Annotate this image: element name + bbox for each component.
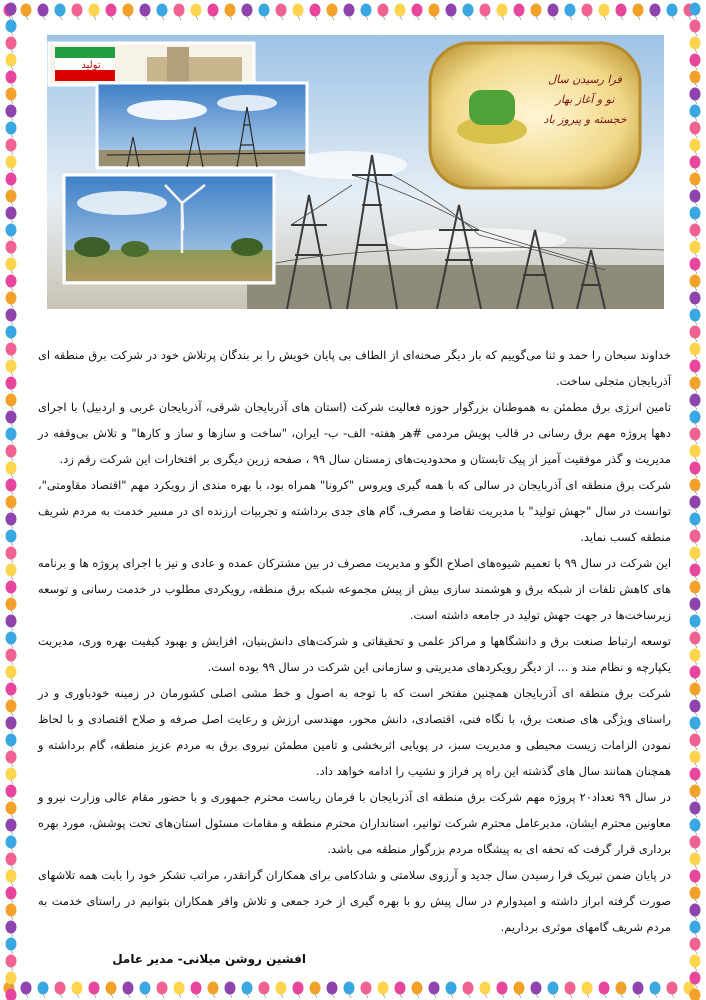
balloon-icon xyxy=(6,411,17,424)
greeting-line-1: فرا رسیدن سال xyxy=(548,73,622,86)
balloon-icon xyxy=(225,982,236,995)
balloon-icon xyxy=(6,632,17,645)
balloon-icon xyxy=(276,982,287,995)
balloon-icon xyxy=(106,982,117,995)
balloon-icon xyxy=(690,445,701,458)
sabzeh-icon xyxy=(469,90,515,125)
greeting-line-3: خجسته و پیروز باد xyxy=(543,113,627,126)
balloon-icon xyxy=(690,547,701,560)
balloon-icon xyxy=(690,360,701,373)
balloon-icon xyxy=(690,989,701,1000)
balloon-icon xyxy=(6,819,17,832)
balloon-icon xyxy=(293,4,304,17)
balloon-icon xyxy=(690,411,701,424)
balloon-icon xyxy=(690,224,701,237)
balloon-icon xyxy=(690,751,701,764)
balloon-icon xyxy=(6,649,17,662)
balloon-icon xyxy=(463,982,474,995)
balloon-icon xyxy=(6,989,17,1000)
balloon-icon xyxy=(6,836,17,849)
balloon-icon xyxy=(361,4,372,17)
balloon-icon xyxy=(38,982,49,995)
balloon-icon xyxy=(6,139,17,152)
balloon-icon xyxy=(667,982,678,995)
balloon-icon xyxy=(690,938,701,951)
balloon-icon xyxy=(690,37,701,50)
balloon-icon xyxy=(55,982,66,995)
balloon-icon xyxy=(690,394,701,407)
balloon-icon xyxy=(106,4,117,17)
header-banner xyxy=(47,35,664,309)
balloon-icon xyxy=(6,870,17,883)
balloon-icon xyxy=(6,37,17,50)
balloon-icon xyxy=(89,982,100,995)
paragraph: تامین انرژی برق مطمئن به هموطنان بزرگوار حوزه فعالیت شرکت (استان های آذربایجان شرقی، آذربایجان غربی و اردبیل) با اجرای دهها پروژه مهم برق رسانی در قالب پویش مردمی #هر هفته- الف- ب- ایران، "ساخت و سازها و ساز و کارها" و تلاش بی‌وقفه در مدیریت و گذر موفقیت آمیز از پیک تابستان و محدودیت‌های زمستان سال ۹۹ ، صفحه زرین دیگری بر افتخارات این شرکت رقم زد. xyxy=(38,400,671,466)
balloon-icon xyxy=(690,734,701,747)
balloon-icon xyxy=(38,4,49,17)
balloon-icon xyxy=(690,156,701,169)
balloon-icon xyxy=(6,190,17,203)
balloon-icon xyxy=(6,54,17,67)
balloon-icon xyxy=(310,982,321,995)
balloon-icon xyxy=(690,190,701,203)
balloon-icon xyxy=(446,4,457,17)
balloon-icon xyxy=(690,785,701,798)
paragraph: خداوند سبحان را حمد و ثنا می‌گوییم که بار دیگر صحنه‌ای از الطاف بی پایان خویش را بر بندگان پرتلاش خود در شرکت برق منطقه ای آذربایجان متجلی ساخت. xyxy=(38,348,671,388)
balloon-icon xyxy=(599,982,610,995)
balloon-icon xyxy=(690,904,701,917)
balloon-icon xyxy=(140,4,151,17)
balloon-icon xyxy=(690,581,701,594)
balloon-icon xyxy=(6,3,17,16)
balloon-icon xyxy=(6,292,17,305)
balloon-icon xyxy=(242,982,253,995)
balloon-icon xyxy=(531,982,542,995)
balloon-icon xyxy=(395,982,406,995)
substation-ground xyxy=(247,265,664,309)
paragraph: در پایان ضمن تبریک فرا رسیدن سال جدید و آرزوی سلامتی و شادکامی برای همکاران گرانقدر، مراتب تشکر خود را بابت همه تلاشهای صورت گرفته ابراز داشته و امیدوارم در سال پیش رو با بهره گیری از خرد جمعی و تلاش وافر همکاران بتوانیم در راستای خدمت به مردم شریف گامهای موثری برداریم. xyxy=(38,868,671,934)
balloon-icon xyxy=(6,921,17,934)
balloon-icon xyxy=(6,275,17,288)
balloon-icon xyxy=(6,734,17,747)
paragraph: در سال ۹۹ تعداد۲۰ پروژه مهم شرکت برق منطقه ای آذربایجان با فرمان ریاست محترم جمهوری و با حضور مقام عالی وزارت نیرو و معاونین محترم ایشان، مدیرعامل محترم شرکت توانیر، استانداران محترم منطقه و مقامات مسئول استان‌های تحت پوشش، مورد بهره برداری قرار گرفت که تحفه ای به پیشگاه مردم بزرگوار منطقه می باشد. xyxy=(38,790,671,856)
balloon-icon xyxy=(6,513,17,526)
balloon-icon xyxy=(6,887,17,900)
balloon-icon xyxy=(344,4,355,17)
paragraph: شرکت برق منطقه ای آذربایجان در سالی که با همه گیری ویروس "کرونا" همراه بود، با بهره مندی از رویکرد مهم "اقتصاد مقاومتی"، توانست در سال "جهش تولید" با مدیریت تقاضا و مصرف، گام های جدی برداشته و تجربیات ارزنده ای در مسیر خدمت به مردم شریف منطقه کسب نماید. xyxy=(38,478,671,544)
balloon-icon xyxy=(599,4,610,17)
balloon-icon xyxy=(446,982,457,995)
balloon-icon xyxy=(6,105,17,118)
balloon-icon xyxy=(514,982,525,995)
paragraph: شرکت برق منطقه ای آذربایجان همچنین مفتخر است که با توجه به اصول و خط مشی اصلی کشورمان در زمینه خودباوری و در راستای ویژگی های صنعت برق، با نگاه فنی، اقتصادی، دانش محور، مهندسی ارزش و رعایت اصل صرفه و صلاح اقتصادی و با لحاظ نمودن الزامات زیست محیطی و مدیریت سبز، در پویایی اثربخشی و تامین مطمئن نیروی برق به مردم عزیز منطقه، گام برداشته و همچنان همانند سال های گذشته این راه پر فراز و نشیب را ادامه خواهد داد. xyxy=(38,686,671,778)
balloon-icon xyxy=(157,4,168,17)
balloon-icon xyxy=(123,4,134,17)
iran-flag-red xyxy=(55,70,115,81)
balloon-icon xyxy=(140,982,151,995)
article-body xyxy=(38,342,671,940)
balloon-icon xyxy=(4,982,15,995)
balloon-icon xyxy=(690,819,701,832)
balloon-icon xyxy=(690,972,701,985)
balloon-icon xyxy=(690,683,701,696)
balloon-icon xyxy=(327,982,338,995)
balloon-icon xyxy=(684,982,695,995)
balloon-icon xyxy=(55,4,66,17)
balloon-icon xyxy=(690,88,701,101)
balloon-icon xyxy=(633,982,644,995)
balloon-icon xyxy=(6,241,17,254)
balloon-icon xyxy=(690,139,701,152)
balloon-icon xyxy=(548,982,559,995)
balloon-icon xyxy=(582,982,593,995)
balloon-icon xyxy=(690,20,701,33)
greeting-line-2: نو و آغاز بهار xyxy=(555,93,615,106)
balloon-icon xyxy=(565,982,576,995)
balloon-icon xyxy=(259,4,270,17)
balloon-icon xyxy=(582,4,593,17)
balloon-icon xyxy=(690,462,701,475)
balloon-icon xyxy=(6,309,17,322)
balloon-icon xyxy=(690,71,701,84)
balloon-icon xyxy=(6,581,17,594)
balloon-icon xyxy=(6,360,17,373)
balloon-icon xyxy=(690,309,701,322)
balloon-icon xyxy=(690,649,701,662)
balloon-icon xyxy=(6,207,17,220)
balloon-icon xyxy=(242,4,253,17)
balloon-icon xyxy=(616,4,627,17)
balloon-icon xyxy=(690,666,701,679)
balloon-icon xyxy=(690,513,701,526)
balloon-icon xyxy=(6,683,17,696)
balloon-icon xyxy=(6,156,17,169)
balloon-icon xyxy=(6,88,17,101)
balloon-icon xyxy=(6,173,17,186)
balloon-icon xyxy=(6,496,17,509)
balloon-icon xyxy=(514,4,525,17)
balloon-icon xyxy=(6,785,17,798)
iran-flag-green xyxy=(55,47,115,58)
balloon-icon xyxy=(6,20,17,33)
balloon-icon xyxy=(684,4,695,17)
balloon-icon xyxy=(259,982,270,995)
balloon-icon xyxy=(690,598,701,611)
balloon-icon xyxy=(690,836,701,849)
balloon-border-right xyxy=(684,0,706,1000)
balloon-icon xyxy=(6,547,17,560)
balloon-icon xyxy=(548,4,559,17)
balloon-icon xyxy=(650,4,661,17)
balloon-icon xyxy=(72,982,83,995)
balloon-icon xyxy=(690,768,701,781)
balloon-icon xyxy=(157,982,168,995)
balloon-icon xyxy=(690,479,701,492)
balloon-icon xyxy=(378,4,389,17)
balloon-icon xyxy=(690,870,701,883)
balloon-icon xyxy=(174,4,185,17)
balloon-icon xyxy=(690,258,701,271)
balloon-icon xyxy=(690,241,701,254)
banner-collage xyxy=(47,35,664,309)
balloon-icon xyxy=(690,122,701,135)
balloon-icon xyxy=(6,666,17,679)
balloon-icon xyxy=(6,343,17,356)
balloon-icon xyxy=(633,4,644,17)
balloon-icon xyxy=(276,4,287,17)
balloon-icon xyxy=(6,377,17,390)
balloon-icon xyxy=(6,853,17,866)
balloon-icon xyxy=(6,71,17,84)
balloon-icon xyxy=(531,4,542,17)
balloon-icon xyxy=(616,982,627,995)
balloon-icon xyxy=(690,54,701,67)
balloon-icon xyxy=(6,394,17,407)
balloon-icon xyxy=(344,982,355,995)
balloon-icon xyxy=(650,982,661,995)
balloon-icon xyxy=(463,4,474,17)
balloon-icon xyxy=(6,615,17,628)
balloon-icon xyxy=(21,4,32,17)
balloon-icon xyxy=(690,275,701,288)
balloon-icon xyxy=(690,530,701,543)
balloon-icon xyxy=(6,751,17,764)
balloon-icon xyxy=(6,768,17,781)
balloon-icon xyxy=(412,4,423,17)
paragraph: توسعه ارتباط صنعت برق و دانشگاهها و مراکز علمی و تحقیقاتی و شرکت‌های دانش‌بنیان، افزایش و بهبود کیفیت بهره وری، مدیریت یکپارچه و نظام مند و ... از دیگر رویکردهای مدیریتی و سازمانی این شرکت در سال ۹۹ بوده است. xyxy=(38,634,671,674)
balloon-icon xyxy=(225,4,236,17)
balloon-icon xyxy=(21,982,32,995)
balloon-icon xyxy=(690,326,701,339)
balloon-icon xyxy=(690,428,701,441)
balloon-border-bottom xyxy=(0,978,706,1000)
balloon-icon xyxy=(412,982,423,995)
balloon-icon xyxy=(395,4,406,17)
balloon-icon xyxy=(6,445,17,458)
balloon-icon xyxy=(6,564,17,577)
balloon-icon xyxy=(690,955,701,968)
balloon-icon xyxy=(690,887,701,900)
balloon-icon xyxy=(565,4,576,17)
balloon-icon xyxy=(497,4,508,17)
balloon-icon xyxy=(690,173,701,186)
balloon-border-top xyxy=(0,0,706,22)
balloon-icon xyxy=(6,258,17,271)
balloon-icon xyxy=(6,428,17,441)
balloon-icon xyxy=(690,700,701,713)
balloon-icon xyxy=(6,717,17,730)
balloon-icon xyxy=(6,938,17,951)
balloon-icon xyxy=(690,343,701,356)
balloon-icon xyxy=(6,122,17,135)
balloon-icon xyxy=(191,982,202,995)
balloon-icon xyxy=(361,982,372,995)
balloon-icon xyxy=(690,377,701,390)
balloon-icon xyxy=(667,4,678,17)
balloon-icon xyxy=(208,4,219,17)
balloon-icon xyxy=(690,632,701,645)
balloon-icon xyxy=(690,496,701,509)
balloon-icon xyxy=(208,982,219,995)
balloon-icon xyxy=(690,105,701,118)
balloon-icon xyxy=(690,802,701,815)
balloon-icon xyxy=(6,530,17,543)
balloon-icon xyxy=(690,564,701,577)
signature: افشین روشن میلانی- مدیر عامل xyxy=(112,952,306,966)
balloon-icon xyxy=(6,462,17,475)
balloon-icon xyxy=(6,802,17,815)
balloon-icon xyxy=(310,4,321,17)
flag-caption: تولید xyxy=(81,60,101,71)
balloon-icon xyxy=(6,598,17,611)
balloon-icon xyxy=(6,700,17,713)
balloon-icon xyxy=(690,292,701,305)
balloon-icon xyxy=(429,4,440,17)
balloon-icon xyxy=(690,853,701,866)
balloon-icon xyxy=(6,972,17,985)
balloon-icon xyxy=(690,921,701,934)
balloon-icon xyxy=(480,4,491,17)
balloon-icon xyxy=(429,982,440,995)
balloon-border-left xyxy=(0,0,22,1000)
balloon-icon xyxy=(690,207,701,220)
balloon-icon xyxy=(293,982,304,995)
balloon-icon xyxy=(6,479,17,492)
balloon-icon xyxy=(123,982,134,995)
balloon-icon xyxy=(6,955,17,968)
balloon-icon xyxy=(6,904,17,917)
balloon-icon xyxy=(690,717,701,730)
balloon-icon xyxy=(378,982,389,995)
balloon-icon xyxy=(690,3,701,16)
balloon-icon xyxy=(497,982,508,995)
balloon-icon xyxy=(480,982,491,995)
balloon-icon xyxy=(174,982,185,995)
balloon-icon xyxy=(72,4,83,17)
balloon-icon xyxy=(327,4,338,17)
balloon-icon xyxy=(6,326,17,339)
paragraph: این شرکت در سال ۹۹ با تعمیم شیوه‌های اصلاح الگو و مدیریت مصرف در بین مشترکان عمده و عادی و نیز با اجرای پروژه ها و برنامه های کاهش تلفات از شبکه برق و هوشمند سازی بیش از پیش مجموعه شبکه برق منطقه، رویکردی مطلوب در خدمت رسانی و توسعه زیرساخت‌ها در جهت جهش تولید در جامعه داشته است. xyxy=(38,556,671,622)
balloon-icon xyxy=(191,4,202,17)
balloon-icon xyxy=(89,4,100,17)
balloon-icon xyxy=(4,4,15,17)
balloon-icon xyxy=(6,224,17,237)
balloon-icon xyxy=(690,615,701,628)
